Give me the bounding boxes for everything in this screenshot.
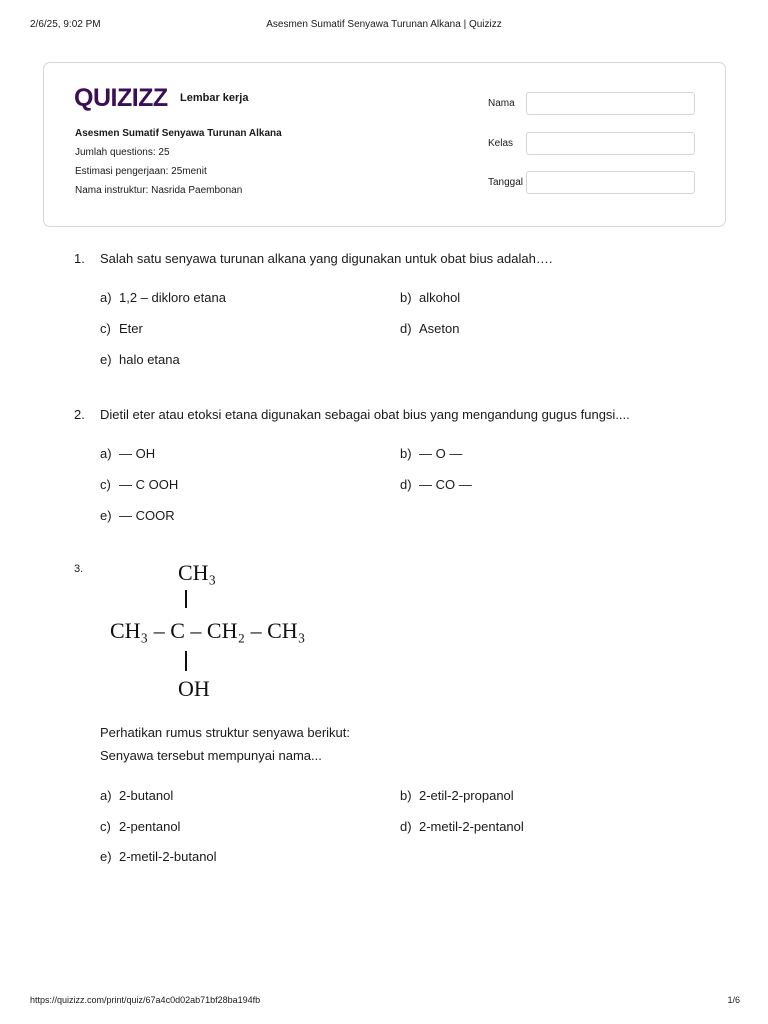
page-url[interactable]: https://quizizz.com/print/quiz/67a4c0d02ab71bf28ba194fb	[30, 995, 261, 1005]
option-text: 2-metil-2-butanol	[119, 849, 217, 864]
option-text: — CO —	[419, 477, 472, 492]
question-text: Perhatikan rumus struktur senyawa berikut:	[100, 725, 350, 740]
class-field[interactable]	[526, 132, 695, 155]
answer-option	[100, 477, 178, 492]
option-letter: e)	[100, 849, 112, 864]
option-text: halo etana	[119, 352, 180, 367]
option-text: — O —	[419, 446, 463, 461]
option-letter: b)	[400, 446, 412, 461]
option-letter: c)	[100, 819, 111, 834]
formula-main-chain: CH₃ – C – CH₂ – CH₃	[110, 618, 306, 643]
formula-bottom-group: OH	[178, 676, 210, 701]
question-count: Jumlah questions: 25	[75, 147, 170, 158]
question-number: 1.	[74, 251, 85, 266]
name-field-label: Nama	[488, 98, 515, 109]
print-footer	[0, 995, 768, 1009]
quiz-title: Asesmen Sumatif Senyawa Turunan Alkana	[75, 128, 282, 139]
question-text: Dietil eter atau etoksi etana digunakan sebagai obat bius yang mengandung gugus fungsi....	[100, 407, 630, 422]
answer-option	[100, 788, 173, 803]
worksheet-label: Lembar kerja	[180, 92, 249, 104]
option-text: Eter	[119, 321, 143, 336]
option-text: — OH	[119, 446, 156, 461]
answer-option	[400, 788, 514, 803]
answer-option	[100, 849, 217, 864]
answer-option	[400, 290, 460, 305]
option-letter: a)	[100, 290, 112, 305]
answer-option	[100, 508, 175, 523]
print-date: 2/6/25, 9:02 PM	[30, 19, 101, 30]
instructor-name: Nama instruktur: Nasrida Paembonan	[75, 185, 243, 196]
option-letter: d)	[400, 819, 412, 834]
option-letter: e)	[100, 352, 112, 367]
question-number: 2.	[74, 407, 85, 422]
option-text: alkohol	[419, 290, 461, 305]
date-field[interactable]	[526, 171, 695, 194]
worksheet-header-card	[43, 62, 726, 227]
answer-option	[100, 446, 155, 461]
option-letter: c)	[100, 321, 111, 336]
question-number: 3.	[74, 563, 84, 575]
estimated-time: Estimasi pengerjaan: 25menit	[75, 166, 207, 177]
option-text: 1,2 – dikloro etana	[119, 290, 226, 305]
date-field-label: Tanggal	[488, 177, 524, 188]
option-text: — C OOH	[119, 477, 179, 492]
option-letter: b)	[400, 290, 412, 305]
structural-formula	[110, 556, 350, 704]
answer-option	[400, 321, 459, 336]
option-text: Aseton	[419, 321, 460, 336]
option-letter: e)	[100, 508, 112, 523]
question-text: Salah satu senyawa turunan alkana yang digunakan untuk obat bius adalah….	[100, 251, 553, 266]
option-text: 2-metil-2-pentanol	[419, 819, 524, 834]
page-number: 1/6	[727, 995, 740, 1005]
option-text: 2-pentanol	[119, 819, 181, 834]
print-page-title: Asesmen Sumatif Senyawa Turunan Alkana | Quizizz	[266, 19, 502, 30]
formula-top-group: CH₃	[178, 560, 217, 585]
option-letter: a)	[100, 446, 112, 461]
option-letter: c)	[100, 477, 111, 492]
question-text: Senyawa tersebut mempunyai nama...	[100, 748, 322, 763]
answer-option	[100, 352, 180, 367]
option-text: 2-etil-2-propanol	[419, 788, 514, 803]
answer-option	[100, 321, 143, 336]
option-letter: b)	[400, 788, 412, 803]
option-text: 2-butanol	[119, 788, 174, 803]
answer-option	[400, 446, 462, 461]
option-text: — COOR	[119, 508, 175, 523]
answer-option	[400, 819, 524, 834]
answer-option	[400, 477, 472, 492]
answer-option	[100, 819, 180, 834]
quizizz-logo: QUIZIZZ	[74, 84, 168, 112]
option-letter: d)	[400, 477, 412, 492]
class-field-label: Kelas	[488, 138, 514, 149]
option-letter: a)	[100, 788, 112, 803]
option-letter: d)	[400, 321, 412, 336]
print-header	[0, 19, 768, 33]
name-field[interactable]	[526, 92, 695, 115]
answer-option	[100, 290, 226, 305]
